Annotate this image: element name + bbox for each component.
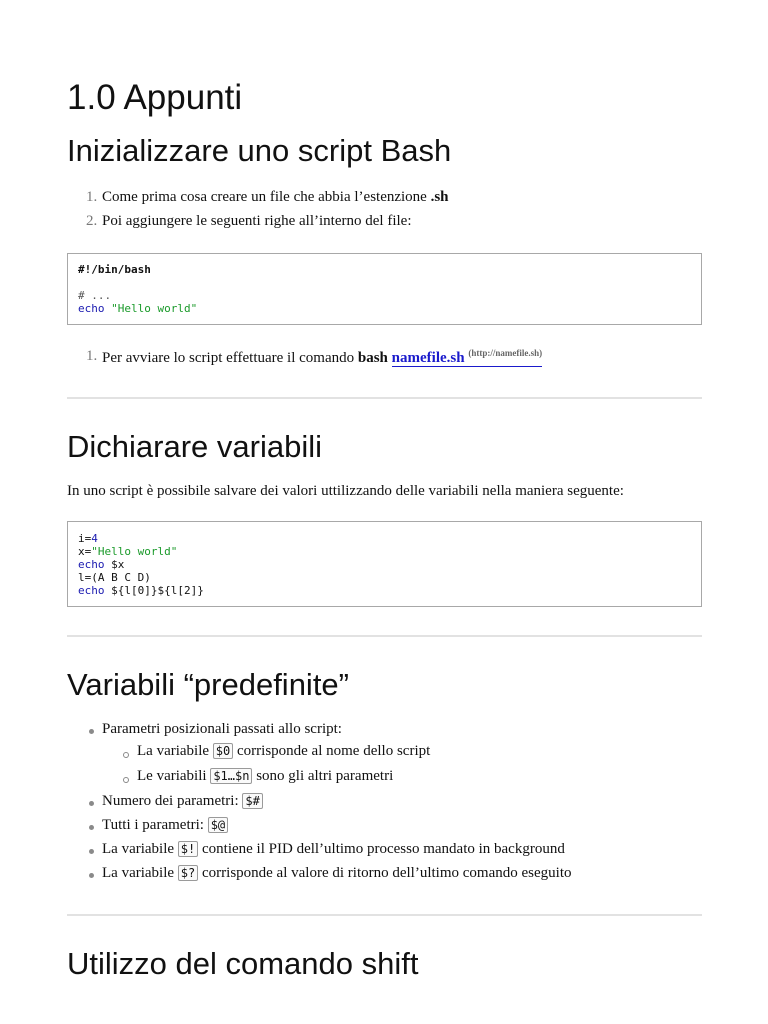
list-item: Tutti i parametri: $@ [102,817,228,834]
code-comment: # ... [78,289,112,302]
step-text: Poi aggiungere le seguenti righe all’interno del file: [102,213,412,229]
list-item: Le variabili $1…$n sono gli altri parametri [137,768,394,784]
code-keyword: echo [78,558,105,571]
inline-code: $? [178,865,198,881]
bullet-icon [89,873,94,878]
list-item: Numero dei parametri: $# [102,793,263,810]
inline-code: $@ [208,817,228,833]
namefile-link[interactable]: namefile.sh $^{(http://namefile.sh)}$ [391,348,543,366]
inline-code: $! [178,841,198,857]
section-heading-variables: Dichiarare variabili [67,429,322,464]
step-number: 1. [86,189,98,205]
code-keyword: echo [78,584,105,597]
list-item: La variabile $0 corrisponde al nome dello script [137,743,431,759]
list-item: La variabile $! contiene il PID dell’ultimo processo mandato in background [102,841,565,857]
paragraph-variables: In uno script è possibile salvare dei valori uttilizzando delle variabili nella maniera seguente: [67,483,624,499]
page-title: 1.0 Appunti [67,78,243,117]
bullet-icon [89,849,94,854]
bullet-icon [89,825,94,830]
code-line-5: echo ${l[0]}${l[2]} [78,584,204,597]
code-block-variables [67,521,702,607]
code-line-4: l=(A B C D) [78,571,151,584]
step-number: 1. [86,348,98,364]
inline-code: $# [242,793,262,809]
code-number: 4 [91,532,98,545]
inline-code: $1…$n [210,768,252,784]
bullet-icon [89,729,94,734]
divider [67,914,702,916]
code-block-shebang [67,253,702,325]
code-echo-line [78,302,197,315]
code-line-3: echo $x [78,558,125,571]
bullet-icon [123,777,129,783]
code-line-2: x="Hello world" [78,545,178,558]
step-number: 2. [86,213,98,229]
bullet-icon [89,801,94,806]
step-text: Come prima cosa creare un file che abbia l’estenzione .sh [102,189,449,205]
list-item: La variabile $? corrisponde al valore di ritorno dell’ultimo comando eseguito [102,865,572,881]
divider [67,635,702,637]
divider [67,397,702,399]
bullet-icon [123,752,129,758]
list-item: Parametri posizionali passati allo script: [102,721,342,737]
step-text: Per avviare lo script effettuare il comando bash namefile.sh $^{(http://namefile.sh)}$ [102,348,543,366]
section-heading-shift: Utilizzo del comando shift [67,946,419,981]
bash-command-bold: bash [357,350,388,366]
link-url: (http://namefile.sh) [468,348,543,358]
inline-code: $0 [213,743,233,759]
extension-bold: .sh [430,189,449,205]
code-line-1: i=4 [78,532,98,545]
code-shebang: #!/bin/bash [78,263,151,276]
section-heading-predefined: Variabili “predefinite” [67,667,349,702]
code-keyword: echo [78,302,105,315]
code-string: "Hello world" [111,302,198,315]
section-heading-init-script: Inizializzare uno script Bash [67,133,452,168]
code-string: "Hello world" [91,545,178,558]
